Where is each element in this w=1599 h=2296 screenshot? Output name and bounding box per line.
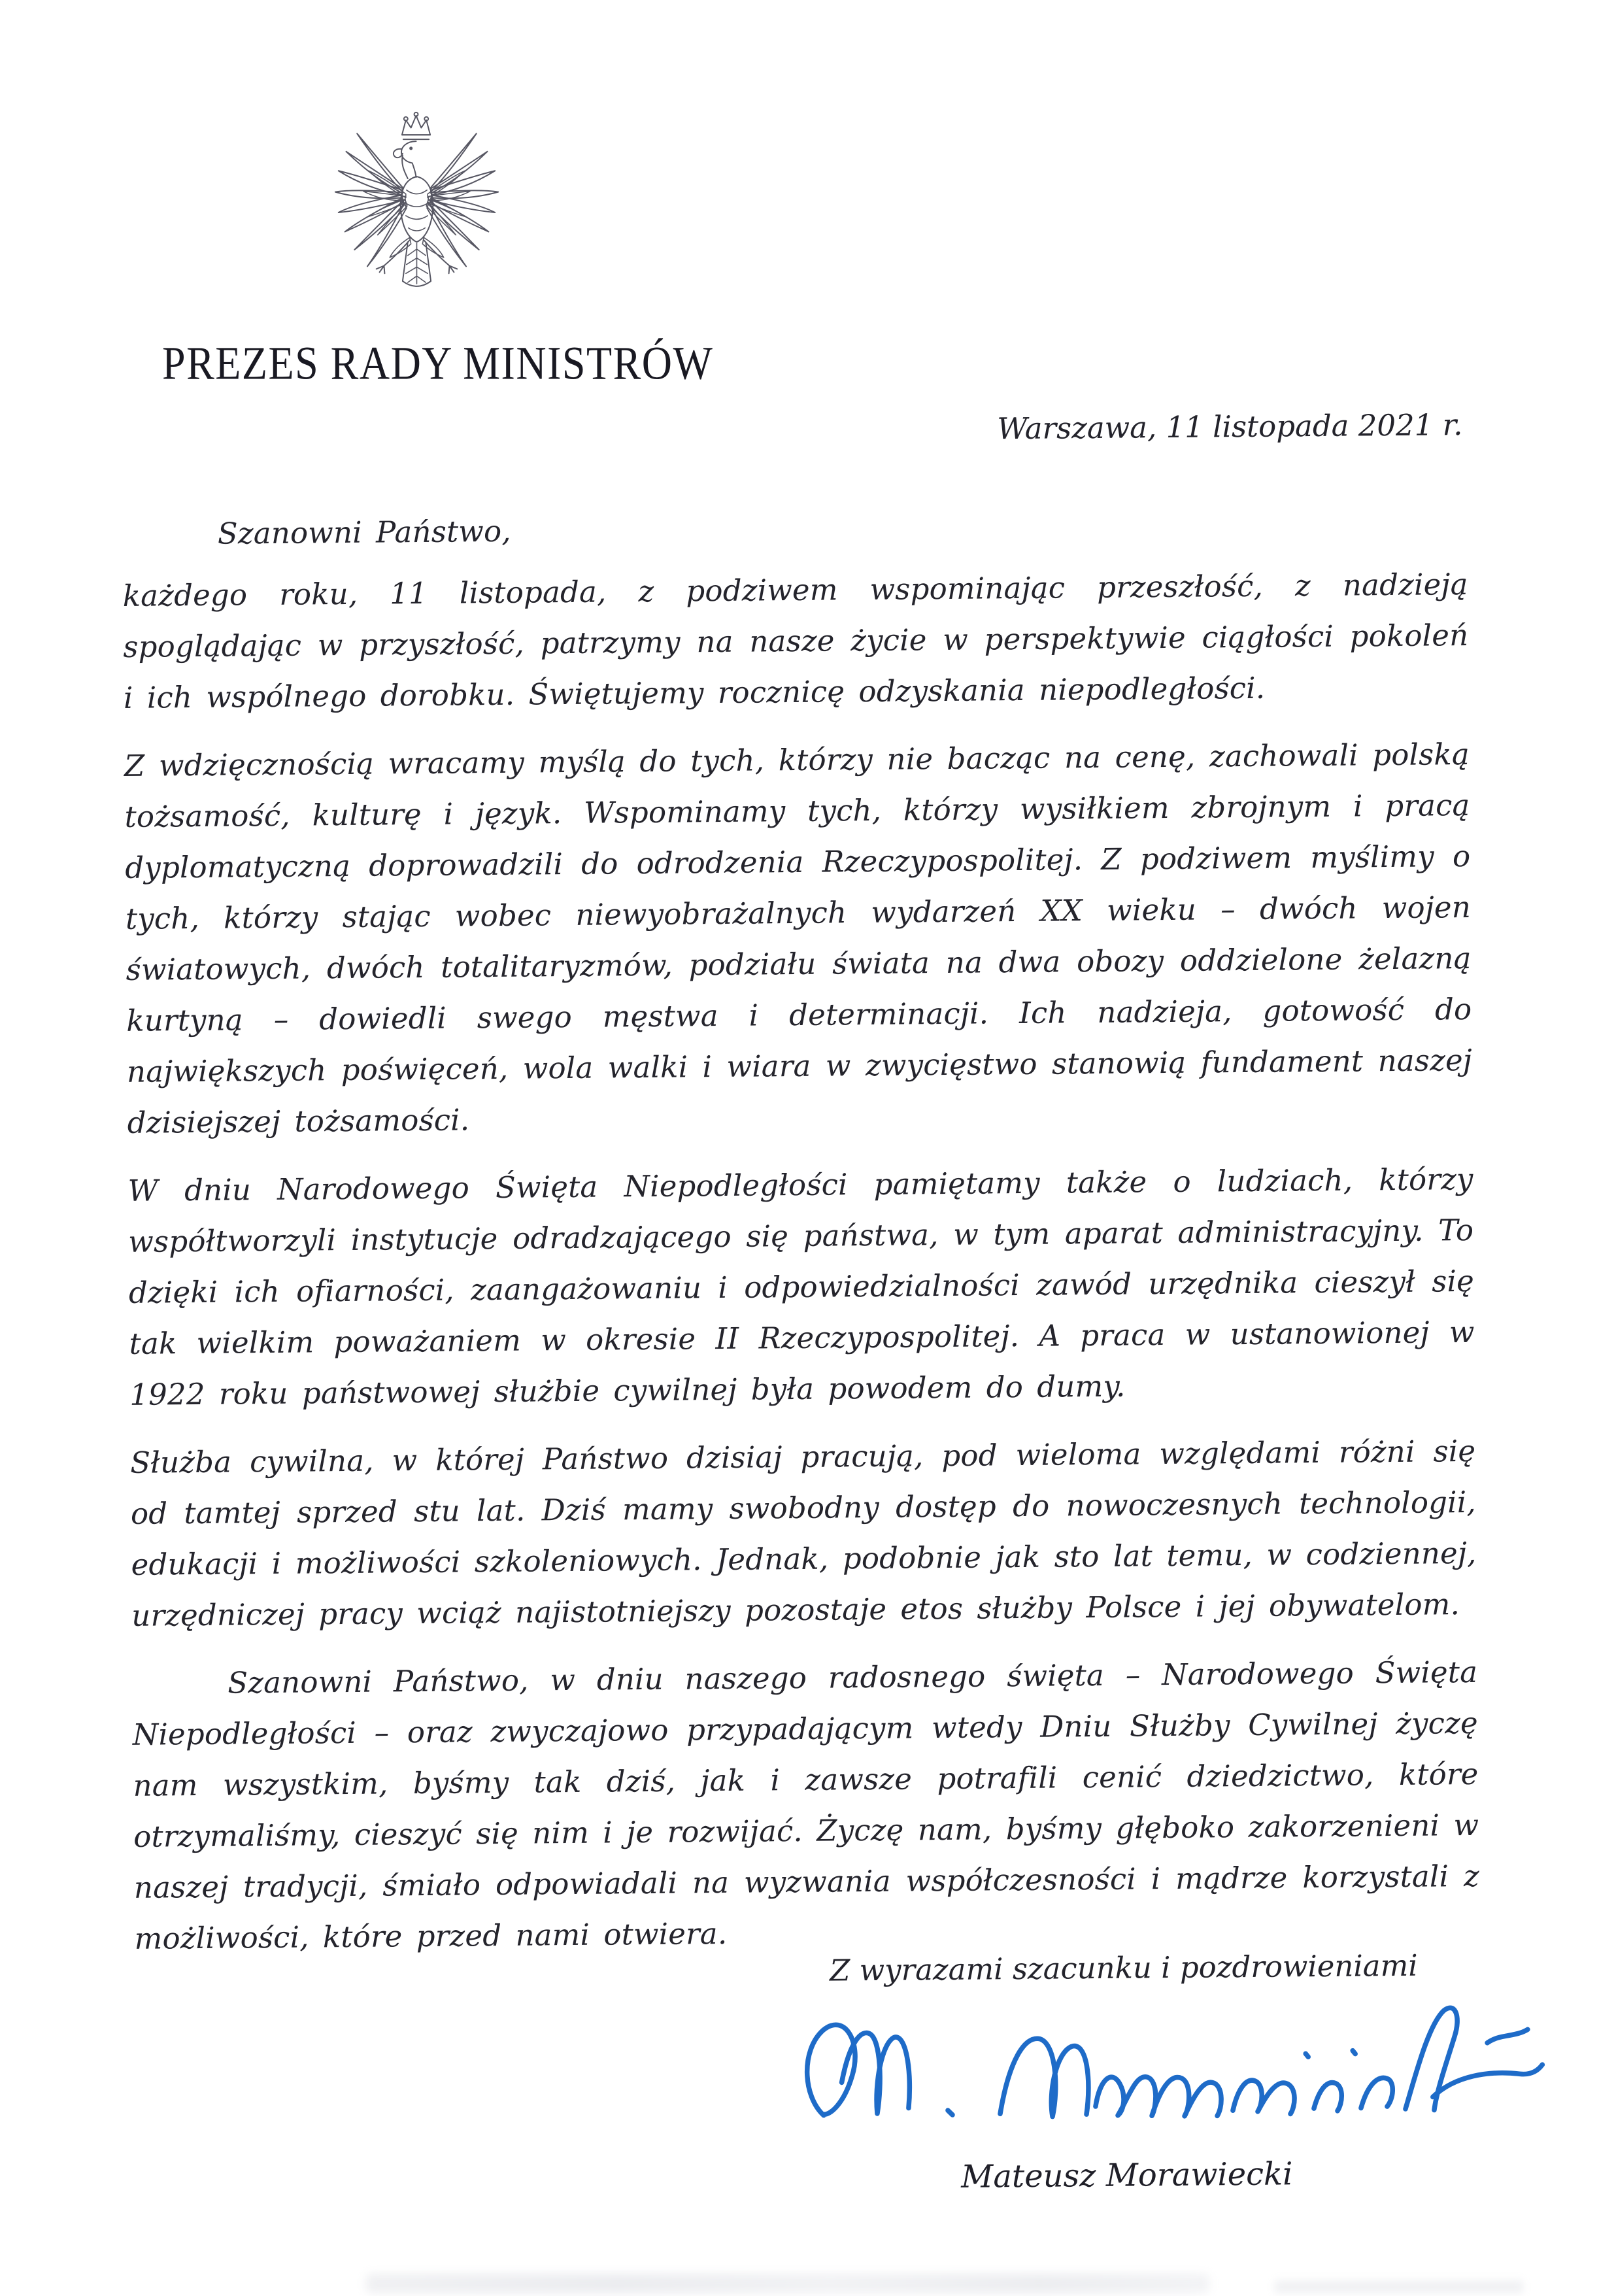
closing-line: Z wyrazami szacunku i pozdrowieniami xyxy=(829,1948,1418,1988)
date-line: Warszawa, 11 listopada 2021 r. xyxy=(997,407,1463,447)
letter-paragraph: Z wdzięcznością wracamy myślą do tych, którzy nie bacząc na cenę, zachowali polską tożsamość, kulturę i język. Wspominamy tych, którzy wysiłkiem zbrojnym i pracą dyplomatyczną doprowadzili do odrodzenia Rzeczypospolitej. Z podziwem myślimy o tych, którzy stając wobec niewyobrażalnych wydarzeń XX wieku – dwóch wojen światowych, dwóch totalitaryzmów, podziału świata na dwa obozy oddzielone żelazną kurtyną – dowiedli swego męstwa i determinacji. Ich nadzieja, gotowość do największych poświęceń, wola walki i wiara w zwycięstwo stanowią fundament naszej dzisiejszej tożsamości. xyxy=(124,736,1473,1140)
letter-paragraph: Służba cywilna, w której Państwo dzisiaj pracują, pod wieloma względami różni się od tamtej sprzed stu lat. Dziś mamy swobodny dostęp do nowoczesnych technologii, edukacji i możliwości szkoleniowych. Jednak, podobnie jak sto lat temu, w codziennej, urzędniczej pracy wciąż najistotniejszy pozostaje etos służby Polsce i jej obywatelom. xyxy=(130,1433,1477,1633)
handwritten-signature xyxy=(783,1997,1549,2152)
salutation: Szanowni Państwo, xyxy=(217,513,512,551)
letter-paragraph: Szanowni Państwo, w dniu naszego radosnego święta – Narodowego Święta Niepodległości – oraz zwyczajowo przypadającym wtedy Dniu Służby Cywilnej życzę nam wszystkim, byśmy tak dziś, jak i zawsze potrafili cenić dziedzictwo, które otrzymaliśmy, cieszyć się nim i je rozwijać. Życzę nam, byśmy głęboko zakorzenieni w naszej tradycji, śmiało odpowiadali na wyzwania współczesności i mądrze korzystali z możliwości, które przed nami otwiera. xyxy=(132,1654,1480,1956)
letter-paragraph: każdego roku, 11 listopada, z podziwem wspominając przeszłość, z nadzieją spoglądając w przyszłość, patrzymy na nasze życie w perspektywie ciągłości pokoleń i ich wspólnego dorobku. Świętujemy rocznicę odzyskania niepodległości. xyxy=(122,566,1469,715)
letter-paragraph: W dniu Narodowego Święta Niepodległości pamiętamy także o ludziach, którzy współtworzyli instytucje odradzającego się państwa, w tym aparat administracyjny. To dzięki ich ofiarności, zaangażowaniu i odpowiedzialności zawód urzędnika cieszył się tak wielkim poważaniem w okresie II Rzeczypospolitej. A praca w ustanowionej w 1922 roku państwowej służbie cywilnej była powodem do dumy. xyxy=(127,1161,1475,1412)
signatory-name: Mateusz Morawiecki xyxy=(960,2155,1293,2195)
page-bottom-bleedthrough xyxy=(1275,2280,1523,2293)
letter-body xyxy=(122,498,1481,1982)
signature-stroke xyxy=(807,2007,1543,2119)
page-bottom-bleedthrough xyxy=(366,2274,1209,2293)
office-title: PREZES RADY MINISTRÓW xyxy=(162,337,714,390)
